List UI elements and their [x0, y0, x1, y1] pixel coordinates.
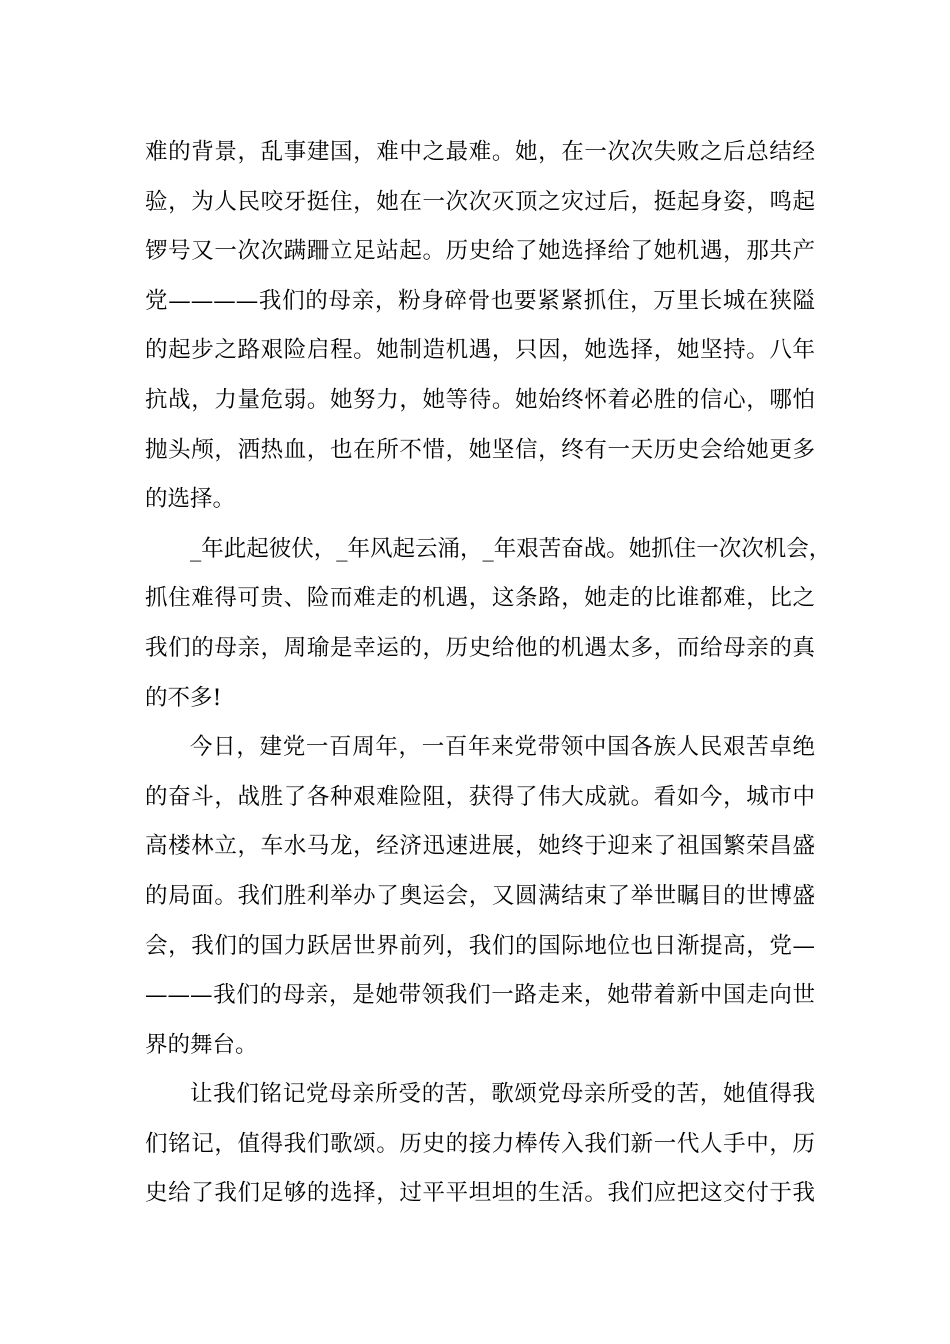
- text-line: 让我们铭记党母亲所受的苦，歌颂党母亲所受的苦，她值得我: [190, 1081, 815, 1108]
- text-line: 的奋斗，战胜了各种艰难险阻，获得了伟大成就。看如今，城市中: [145, 783, 815, 810]
- text-line: 抓住难得可贵、险而难走的机遇，这条路，她走的比谁都难，比之: [145, 585, 815, 612]
- text-line: 今日，建党一百周年，一百年来党带领中国各族人民艰苦卓绝: [190, 734, 815, 761]
- text-line: 党————我们的母亲，粉身碎骨也要紧紧抓住，万里长城在狭隘: [145, 287, 815, 314]
- text-line: 会，我们的国力跃居世界前列，我们的国际地位也日渐提高，党—: [145, 932, 815, 959]
- text-line: 界的舞台。: [145, 1031, 258, 1058]
- text-line: 的局面。我们胜利举办了奥运会，又圆满结束了举世瞩目的世博盛: [145, 882, 815, 909]
- text-line: _年此起彼伏，_年风起云涌，_年艰苦奋战。她抓住一次次机会，: [190, 535, 832, 562]
- paragraph-2: [145, 525, 832, 723]
- paragraph-1: [145, 128, 815, 525]
- text-line: 史给了我们足够的选择，过平平坦坦的生活。我们应把这交付于我: [145, 1180, 815, 1207]
- text-line: 的不多!: [145, 684, 222, 711]
- text-line: 抛头颅，洒热血，也在所不惜，她坚信，终有一天历史会给她更多: [145, 436, 815, 463]
- paragraph-4: [145, 1070, 815, 1219]
- text-line: 锣号又一次次蹒跚立足站起。历史给了她选择给了她机遇，那共产: [145, 238, 815, 265]
- text-line: 的选择。: [145, 486, 236, 513]
- document-body: [145, 128, 832, 1219]
- text-line: 难的背景，乱事建国，难中之最难。她，在一次次失败之后总结经: [145, 139, 815, 165]
- text-line: 高楼林立，车水马龙，经济迅速进展，她终于迎来了祖国繁荣昌盛: [145, 833, 815, 860]
- text-line: 验，为人民咬牙挺住，她在一次次灭顶之灾过后，挺起身姿，鸣起: [145, 188, 815, 215]
- text-line: 的起步之路艰险启程。她制造机遇，只因，她选择，她坚持。八年: [145, 337, 815, 364]
- text-line: ———我们的母亲，是她带领我们一路走来，她带着新中国走向世: [145, 982, 815, 1009]
- paragraph-3: [145, 723, 815, 1070]
- text-line: 们铭记，值得我们歌颂。历史的接力棒传入我们新一代人手中，历: [145, 1130, 815, 1157]
- text-line: 我们的母亲，周瑜是幸运的，历史给他的机遇太多，而给母亲的真: [145, 634, 815, 661]
- text-line: 抗战，力量危弱。她努力，她等待。她始终怀着必胜的信心，哪怕: [145, 386, 815, 413]
